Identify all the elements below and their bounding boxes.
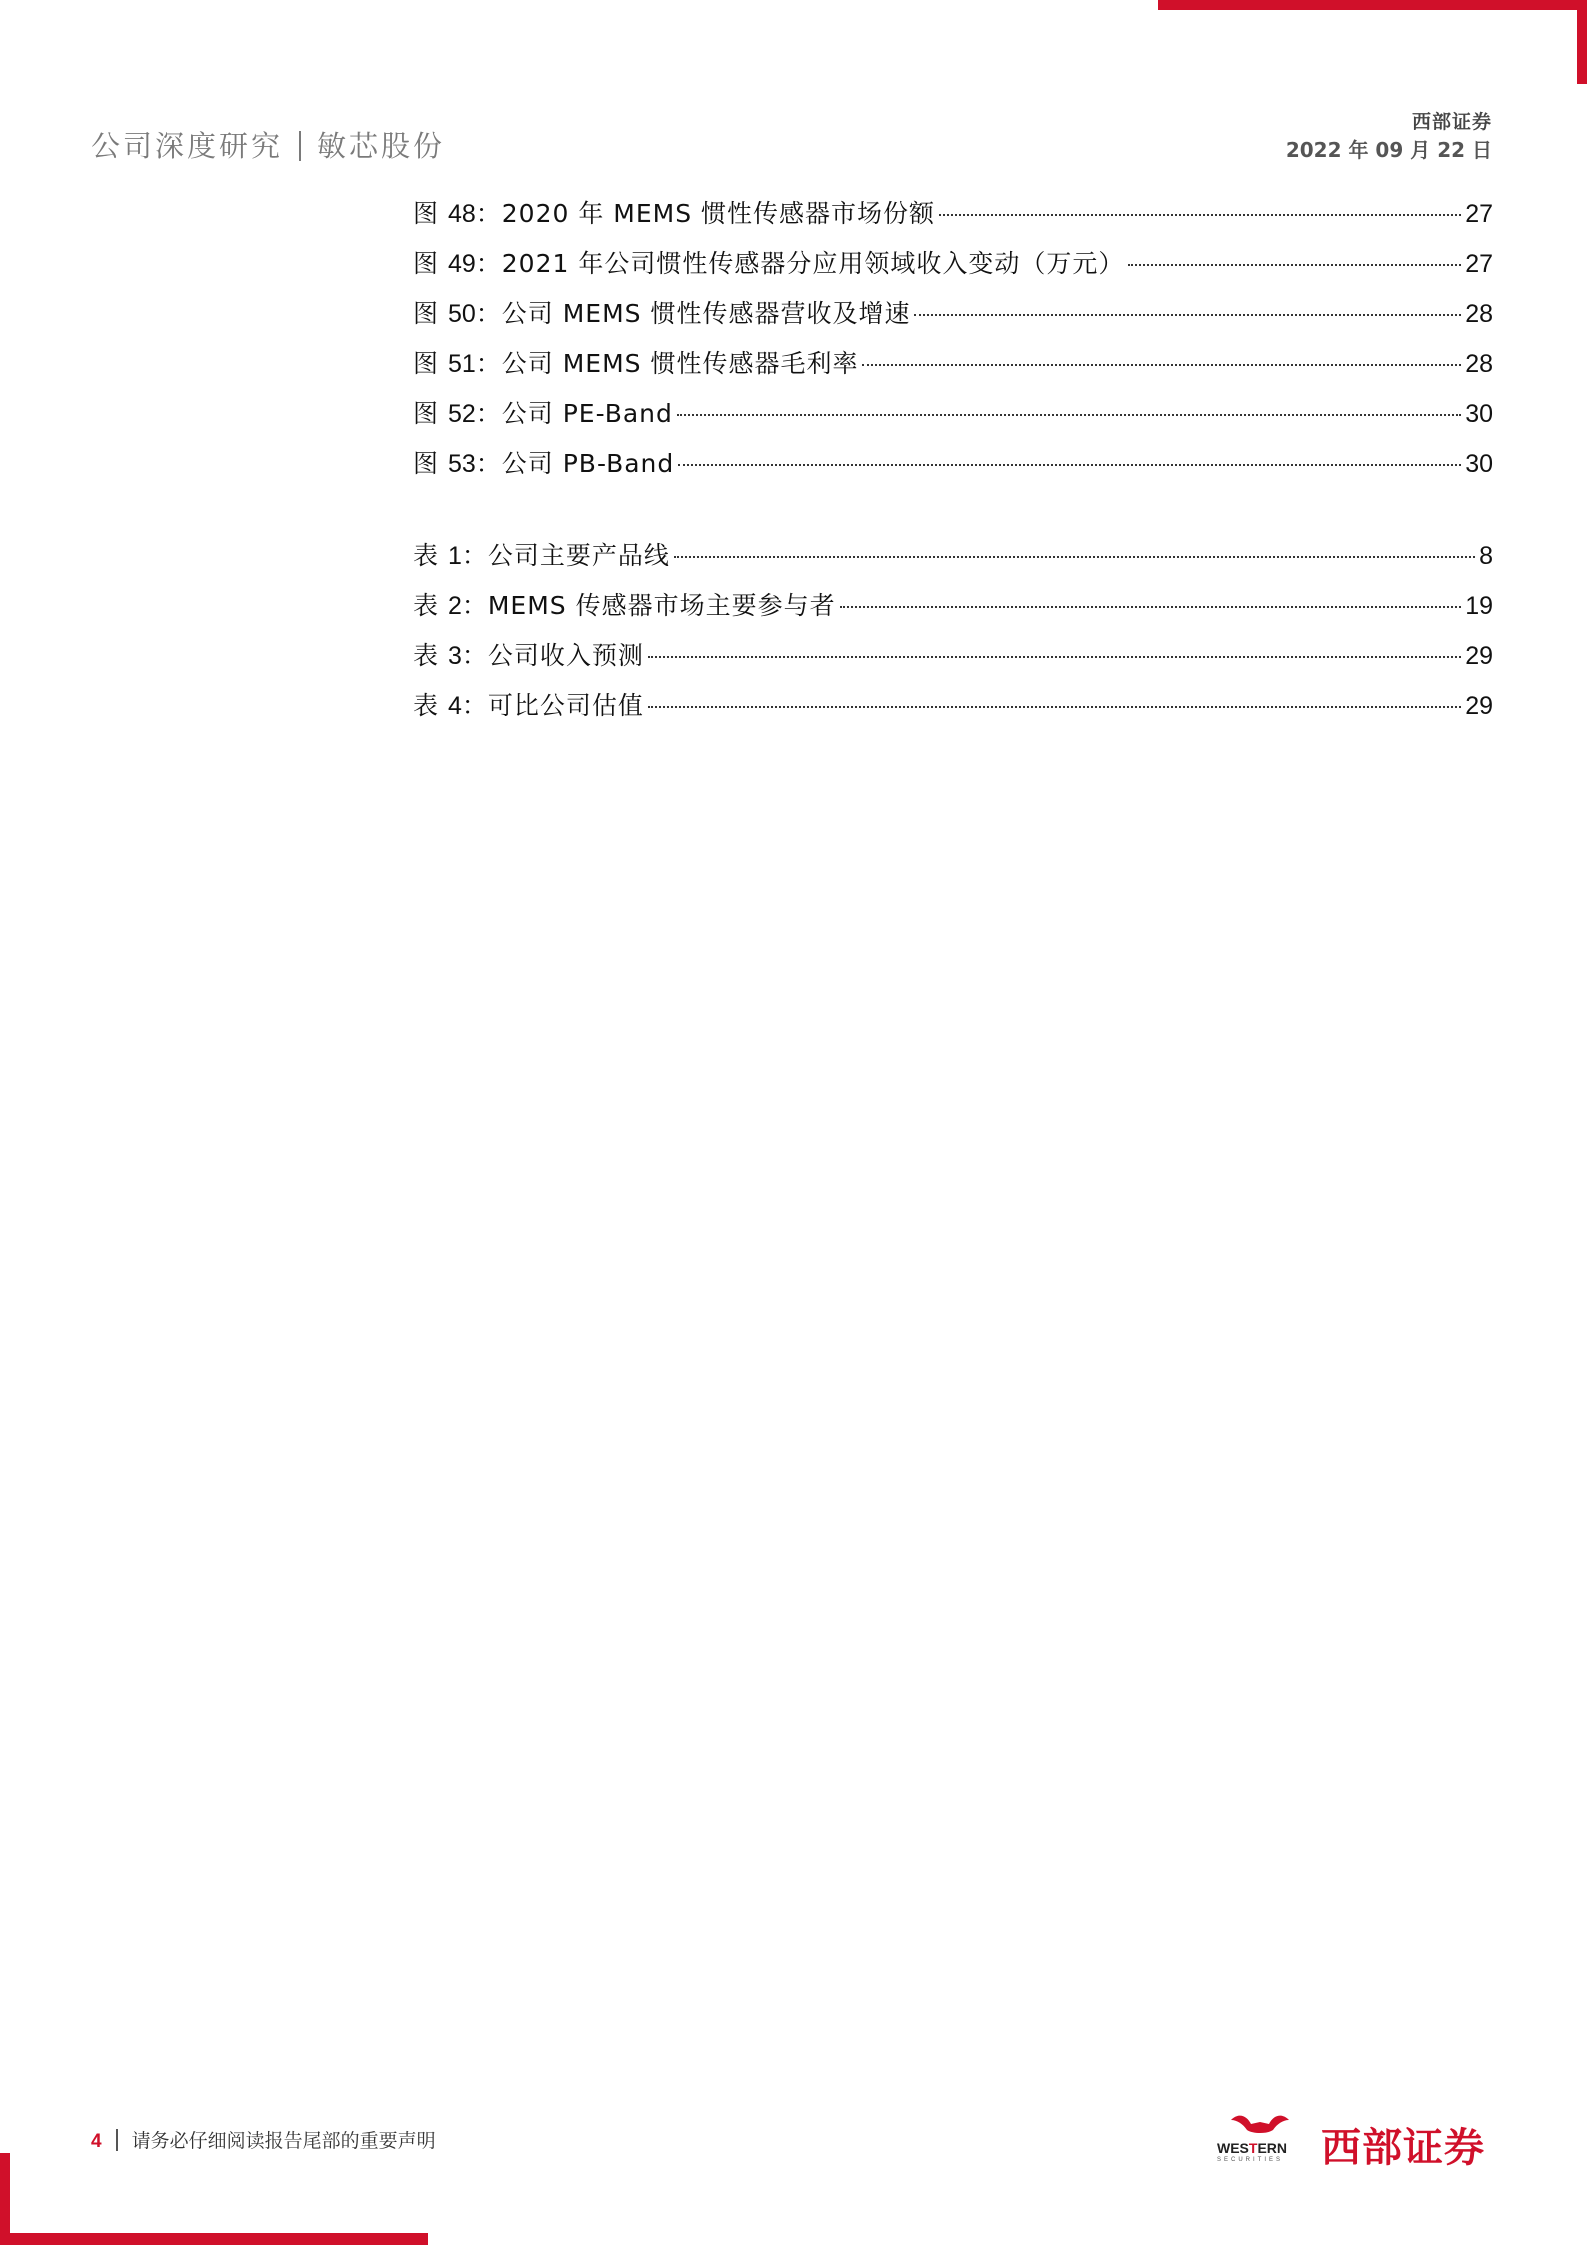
toc-entry-number: 1 bbox=[447, 542, 462, 570]
toc-leader-dots bbox=[939, 214, 1461, 216]
toc-entry-label bbox=[413, 591, 836, 621]
broker-name: 西部证券 bbox=[1411, 111, 1492, 133]
toc-entry-page: 30 bbox=[1465, 400, 1493, 428]
corner-decoration-bottom-left-vertical bbox=[0, 2153, 10, 2245]
corner-decoration-bottom-left bbox=[0, 2233, 428, 2245]
footer-separator bbox=[116, 2129, 118, 2151]
corner-decoration-top-right-vertical bbox=[1577, 0, 1587, 84]
toc-entry-title: ：2021 年公司惯性传感器分应用领域收入变动（万元） bbox=[475, 249, 1125, 278]
toc-entry-page: 19 bbox=[1465, 592, 1493, 620]
toc-leader-dots bbox=[677, 414, 1461, 416]
toc-entry-number: 50 bbox=[447, 300, 476, 328]
toc-entry-prefix: 图 bbox=[413, 399, 448, 428]
toc-entry-number: 53 bbox=[447, 450, 476, 478]
toc-entry-page: 28 bbox=[1465, 300, 1493, 328]
logo-english-subtitle: SECURITIES bbox=[1217, 2157, 1284, 2163]
toc-leader-dots bbox=[862, 364, 1461, 366]
toc-row[interactable] bbox=[413, 641, 1493, 691]
toc-row[interactable] bbox=[413, 199, 1493, 249]
logo-english-name: WESTERN bbox=[1217, 2140, 1288, 2156]
toc-leader-dots bbox=[648, 656, 1461, 658]
report-type: 公司深度研究 bbox=[91, 129, 284, 163]
toc-entry-number: 48 bbox=[447, 200, 476, 228]
header-separator bbox=[299, 131, 301, 161]
disclaimer-notice: 请务必仔细阅读报告尾部的重要声明 bbox=[131, 2130, 436, 2152]
logo-chinese-name: 西部证券 bbox=[1321, 2125, 1485, 2171]
toc-entry-prefix: 表 bbox=[413, 541, 448, 570]
toc-entry-number: 4 bbox=[447, 692, 462, 720]
toc-entry-page: 27 bbox=[1465, 250, 1493, 278]
toc-leader-dots bbox=[840, 606, 1462, 608]
toc-entry-prefix: 表 bbox=[413, 691, 448, 720]
toc-entry-page: 8 bbox=[1479, 542, 1493, 570]
toc-entry-label bbox=[413, 299, 910, 329]
toc-entry-title: ：公司 PE-Band bbox=[475, 399, 673, 428]
toc-entry-number: 2 bbox=[447, 592, 462, 620]
toc-entry-prefix: 表 bbox=[413, 591, 448, 620]
toc-entry-page: 28 bbox=[1465, 350, 1493, 378]
toc-leader-dots bbox=[1128, 264, 1461, 266]
toc-entry-label bbox=[413, 691, 644, 721]
toc-entry-label bbox=[413, 449, 674, 479]
toc-leader-dots bbox=[678, 464, 1461, 466]
toc-entry-prefix: 图 bbox=[413, 249, 448, 278]
toc-entry-prefix: 图 bbox=[413, 449, 448, 478]
toc-entry-label bbox=[413, 199, 935, 229]
toc-entry-label bbox=[413, 399, 673, 429]
toc-entry-number: 49 bbox=[447, 250, 476, 278]
toc-entry-number: 52 bbox=[447, 400, 476, 428]
toc-entry-prefix: 图 bbox=[413, 349, 448, 378]
toc-entry-number: 3 bbox=[447, 642, 462, 670]
toc-entry-label bbox=[413, 349, 858, 379]
corner-decoration-top-right bbox=[1158, 0, 1587, 10]
toc-entry-title: ：公司 MEMS 惯性传感器营收及增速 bbox=[475, 299, 911, 328]
header-broker-info bbox=[1286, 110, 1492, 166]
toc-row[interactable] bbox=[413, 449, 1493, 499]
toc-row[interactable] bbox=[413, 349, 1493, 399]
toc-entry-label bbox=[413, 249, 1124, 279]
toc-entry-prefix: 图 bbox=[413, 299, 448, 328]
toc-entry-title: ：公司收入预测 bbox=[461, 641, 644, 670]
figure-index bbox=[413, 199, 1493, 499]
toc-entry-title: ：2020 年 MEMS 惯性传感器市场份额 bbox=[475, 199, 936, 228]
report-date: 2022 年 09 月 22 日 bbox=[1285, 138, 1492, 162]
toc-entry-number: 51 bbox=[447, 350, 476, 378]
toc-entry-title: ：公司 MEMS 惯性传感器毛利率 bbox=[475, 349, 859, 378]
toc-entry-title: ：公司主要产品线 bbox=[461, 541, 670, 570]
toc-entry-prefix: 表 bbox=[413, 641, 448, 670]
western-securities-logo bbox=[1217, 2110, 1497, 2170]
toc-row[interactable] bbox=[413, 691, 1493, 741]
toc-row[interactable] bbox=[413, 541, 1493, 591]
toc-entry-title: ：可比公司估值 bbox=[461, 691, 644, 720]
toc-entry-title: ：公司 PB-Band bbox=[475, 449, 675, 478]
page-number: 4 bbox=[91, 2131, 102, 2152]
toc-leader-dots bbox=[674, 556, 1475, 558]
toc-entry-page: 27 bbox=[1465, 200, 1493, 228]
toc-entry-label bbox=[413, 641, 644, 671]
toc-leader-dots bbox=[648, 706, 1461, 708]
toc-row[interactable] bbox=[413, 399, 1493, 449]
company-name: 敏芯股份 bbox=[317, 129, 446, 163]
toc-entry-prefix: 图 bbox=[413, 199, 448, 228]
toc-leader-dots bbox=[914, 314, 1461, 316]
toc-row[interactable] bbox=[413, 249, 1493, 299]
toc-entry-page: 29 bbox=[1465, 642, 1493, 670]
toc-entry-page: 29 bbox=[1465, 692, 1493, 720]
report-type-header bbox=[91, 124, 445, 165]
toc-entry-page: 30 bbox=[1465, 450, 1493, 478]
table-index bbox=[413, 541, 1493, 741]
toc-entry-label bbox=[413, 541, 670, 571]
toc-row[interactable] bbox=[413, 591, 1493, 641]
footer-notice bbox=[91, 2126, 436, 2153]
toc-row[interactable] bbox=[413, 299, 1493, 349]
toc-entry-title: ：MEMS 传感器市场主要参与者 bbox=[461, 591, 836, 620]
